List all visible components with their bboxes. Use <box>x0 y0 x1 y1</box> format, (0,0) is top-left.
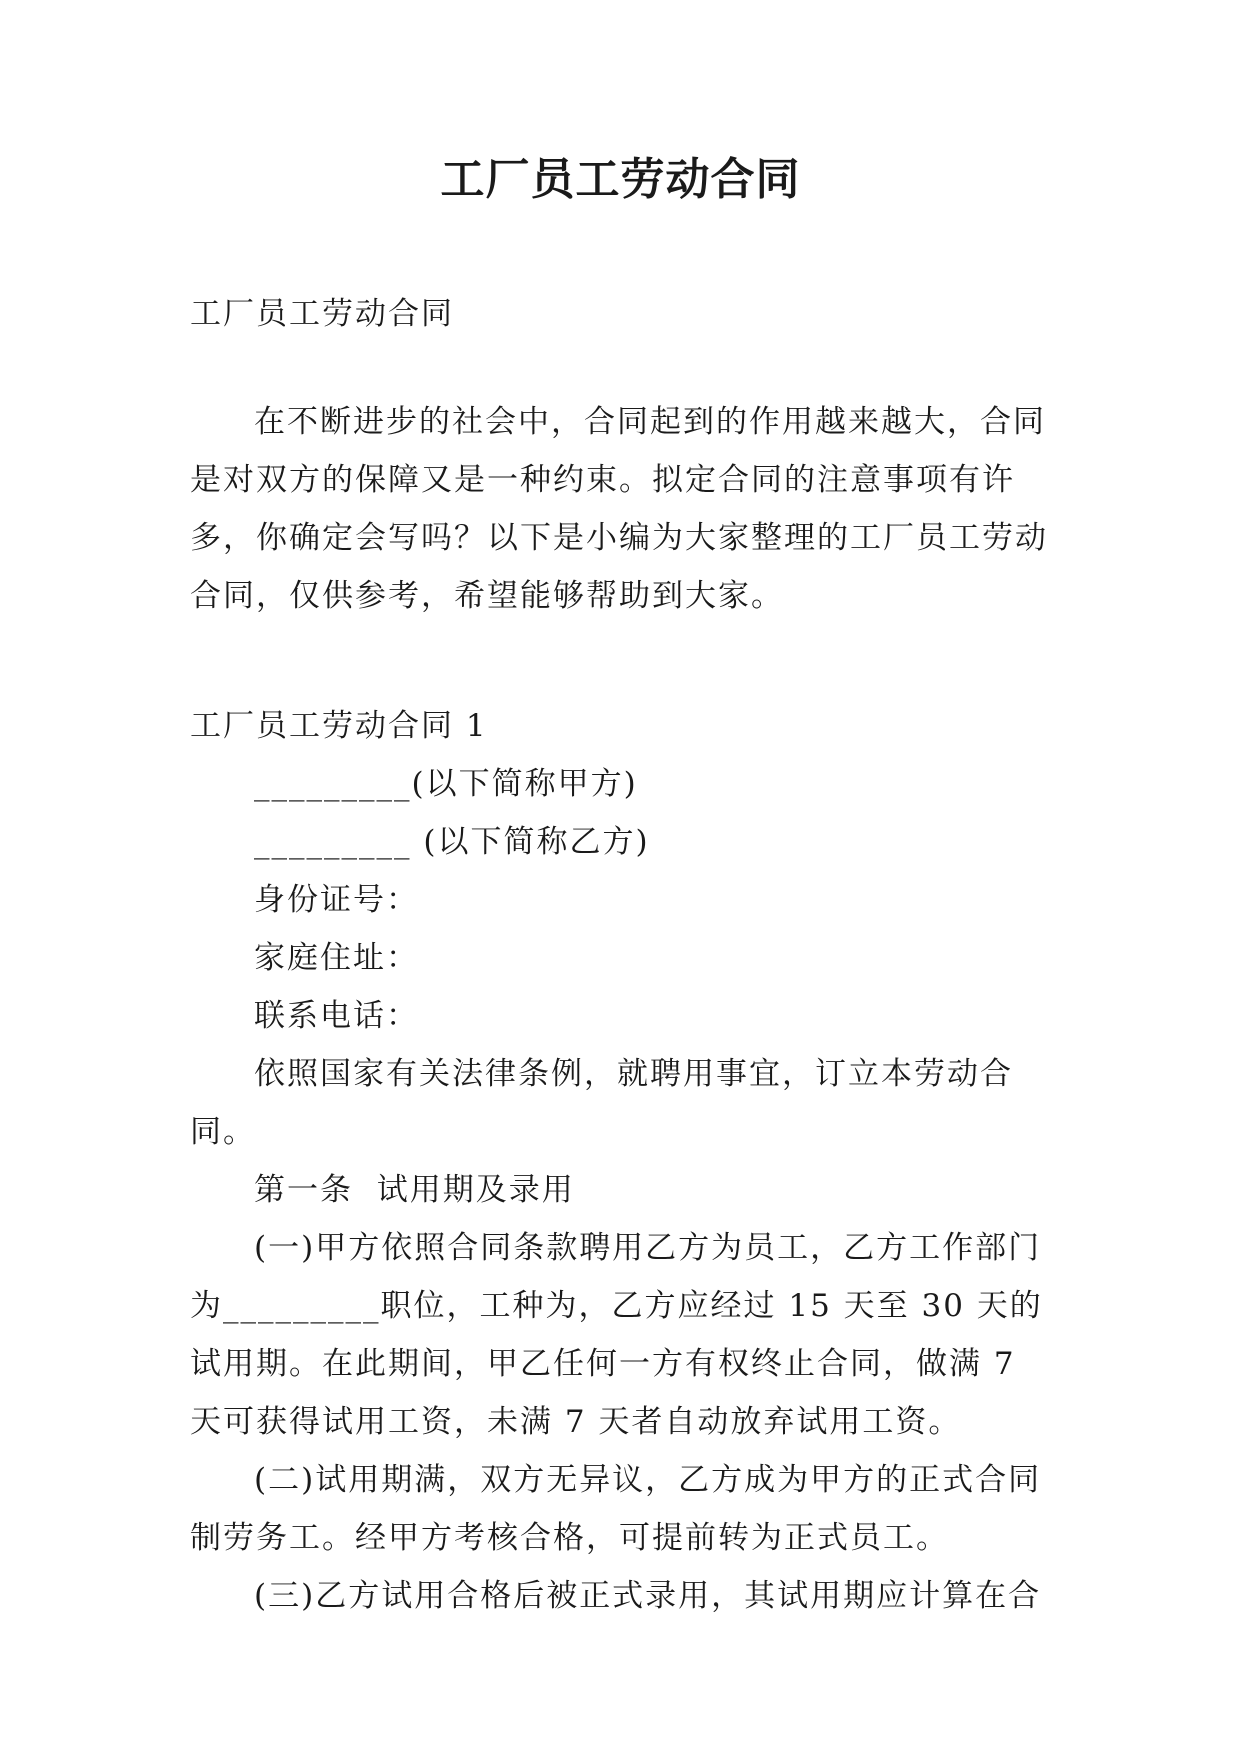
intro-paragraph: 在不断进步的社会中，合同起到的作用越来越大，合同是对双方的保障又是一种约束。拟定合同的注意事项有许多，你确定会写吗？以下是小编为大家整理的工厂员工劳动合同，仅供参考，希望能够帮助到大家。 <box>190 404 1048 614</box>
contract-heading: 工厂员工劳动合同 1 <box>190 708 488 744</box>
clause-2: (二)试用期满，双方无异议，乙方成为甲方的正式合同制劳务工。经甲方考核合格，可提前转为正式员工。 <box>190 1462 1042 1556</box>
clause-3: (三)乙方试用合格后被正式录用，其试用期应计算在合 <box>254 1578 1042 1614</box>
document-subtitle: 工厂员工劳动合同 <box>190 296 454 332</box>
id-number-line: 身份证号： <box>254 882 419 918</box>
article-1-title: 第一条 试用期及录用 <box>254 1172 575 1208</box>
party-b-line: _________ (以下简称乙方) <box>254 824 650 860</box>
document-body <box>190 285 1050 1625</box>
clause-1: (一)甲方依照合同条款聘用乙方为员工，乙方工作部门为_________职位，工种为，乙方应经过 15 天至 30 天的试用期。在此期间，甲乙任何一方有权终止合同，做满 7 天可获得试用工资，未满 7 天者自动放弃试用工资。 <box>190 1230 1043 1440</box>
document-title: 工厂员工劳动合同 <box>440 154 801 205</box>
phone-line: 联系电话： <box>254 998 419 1034</box>
party-a-line: _________(以下简称甲方) <box>254 766 638 802</box>
basis-line: 依照国家有关法律条例，就聘用事宜，订立本劳动合同。 <box>190 1056 1013 1150</box>
home-address-line: 家庭住址： <box>254 940 419 976</box>
